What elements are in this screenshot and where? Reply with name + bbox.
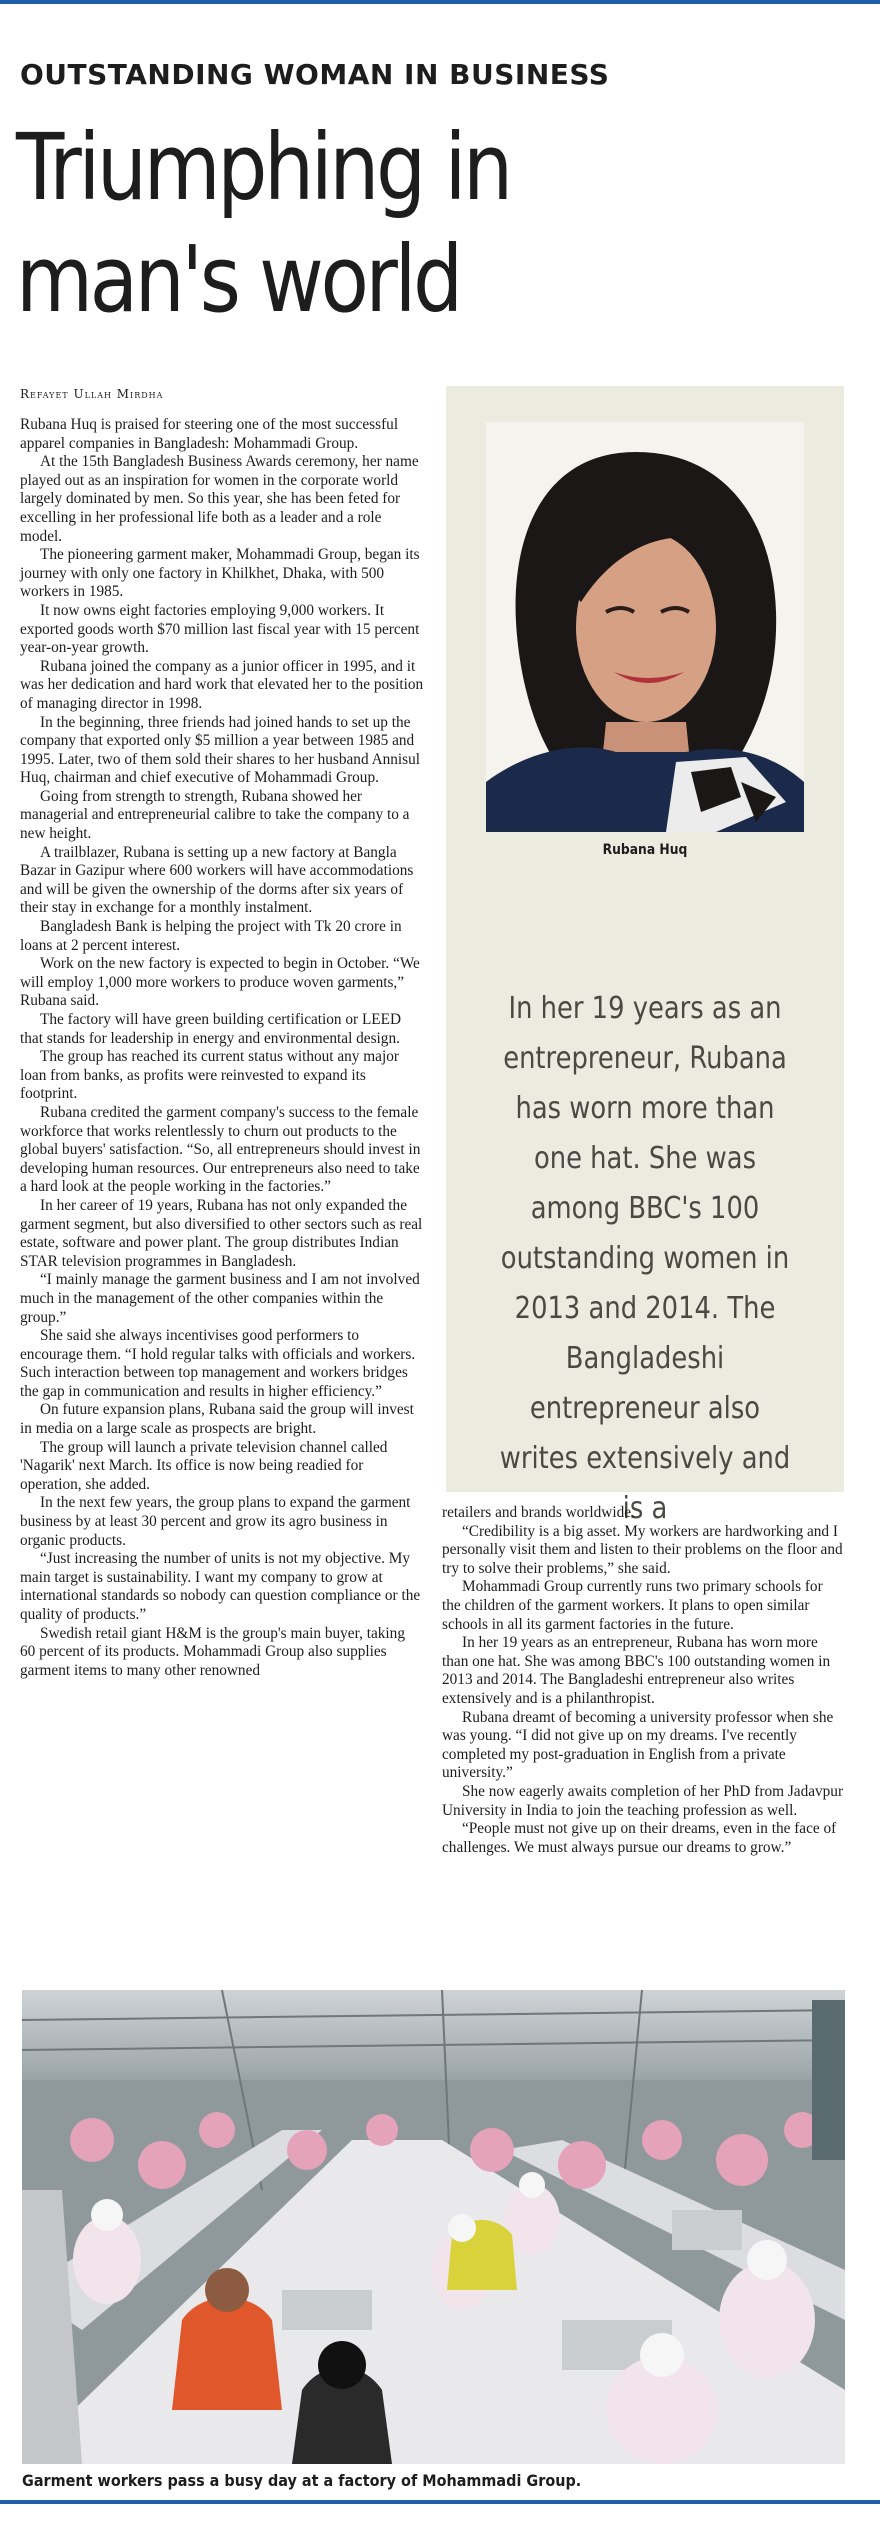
photo-caption: Garment workers pass a busy day at a factory of Mohammadi Group. [22,2471,582,2490]
factory-photo [22,1990,845,2464]
factory-illustration [22,1990,845,2464]
headline [16,112,510,336]
paragraph: Rubana joined the company as a junior officer in 1995, and it was her dedication and hard work that elevated her to the position of managing director in 1998. [20,657,424,712]
byline: Refayet Ullah Mirdha [20,387,164,401]
portrait-caption: Rubana Huq [602,842,688,858]
paragraph: Rubana Huq is praised for steering one of the most successful apparel companies in Bangladesh: Mohammadi Group. [20,416,399,452]
paragraph: “People must not give up on their dreams, even in the face of challenges. We must always pursue our dreams to grow.” [442,1820,837,1856]
article-column-1 [20,416,424,1680]
paragraph: “I mainly manage the garment business and I am not involved much in the management of the other companies within the group.” [20,1271,420,1326]
paragraph: In the next few years, the group plans to expand the garment business by at least 30 percent and grow its agro business in organic products. [20,1494,411,1549]
paragraph: She said she always incentivises good performers to encourage them. “I hold regular talks with officials and workers. Such interaction between top management and workers bridges the gap in communication and results in higher efficiency.” [20,1327,416,1400]
paragraph: In her 19 years as an entrepreneur, Rubana has worn more than one hat. She was among BBC's 100 outstanding women in 2013 and 2014. The Bangladeshi entrepreneur also writes extensively and is a philanthropist. [442,1634,831,1707]
paragraph: On future expansion plans, Rubana said the group will invest in media on a large scale as prospects are bright. [20,1401,414,1438]
paragraph: “Just increasing the number of units is not my objective. My main target is sustainability. I want my company to grow at international standards so nobody can question compliance or the quality of products.” [20,1550,421,1623]
pull-quote: In her 19 years as an entrepreneur, Rubana has worn more than one hat. She was among BBC's 100 outstanding women in 2013 and 2014. The Bangladeshi entrepreneur also writes extensively and is a [499,991,791,1526]
paragraph: “Credibility is a big asset. My workers are hardworking and I personally visit them and listen to their problems on the floor and try to solve their problems,” she said. [442,1522,843,1577]
paragraph: Swedish retail giant H&M is the group's main buyer, taking 60 percent of its products. Mohammadi Group also supplies garment items to many other renowned [20,1624,405,1679]
headline-line-1: Triumphing in [16,114,510,221]
paragraph: The pioneering garment maker, Mohammadi Group, began its journey with only one factory in Khilkhet, Dhaka, with 500 workers in 1985. [20,546,420,601]
paragraph: Work on the new factory is expected to begin in October. “We will employ 1,000 more workers to produce woven garments,” Rubana said. [20,955,420,1010]
paragraph: The group will launch a private television channel called 'Nagarik' next March. Its office is now being readied for operation, she added. [20,1438,388,1493]
section-label: OUTSTANDING WOMAN IN BUSINESS [20,58,610,91]
paragraph: A trailblazer, Rubana is setting up a new factory at Bangla Bazar in Gazipur where 600 workers will have accommodations and will be given the ownership of the dorms after six years of their stay in exchange for a monthly instalment. [20,843,414,917]
paragraph: The factory will have green building certification or LEED that stands for leadership in energy and environmental design. [20,1011,402,1047]
top-rule [0,0,880,4]
article-column-2 [442,1504,844,1857]
paragraph: Going from strength to strength, Rubana showed her managerial and entrepreneurial calibre to take the company to a new height. [20,787,410,843]
paragraph: Rubana dreamt of becoming a university professor when she was young. “I did not give up on my dreams. I've recently completed my post-graduation in English from a private university.” [442,1708,834,1782]
paragraph: Mohammadi Group currently runs two primary schools for the children of the garment workers. It plans to open similar schools in all its garment factories in the future. [442,1578,823,1633]
paragraph: It now owns eight factories employing 9,000 workers. It exported goods worth $70 million last fiscal year with 15 percent year-on-year growth. [20,601,420,657]
paragraph: She now eagerly awaits completion of her PhD from Jadavpur University in India to join the teaching profession as well. [442,1782,844,1819]
headline-line-2: man's world [16,226,460,333]
paragraph: retailers and brands worldwide. [442,1504,635,1521]
paragraph: Bangladesh Bank is helping the project with Tk 20 crore in loans at 2 percent interest. [20,918,402,954]
paragraph: In the beginning, three friends had joined hands to set up the company that exported only $5 million a year between 1985 and 1995. Later, two of them sold their shares to her husband Annisul Huq, chairman and chief executive of Mohammadi Group. [20,713,421,787]
portrait-illustration [486,422,804,832]
paragraph: In her career of 19 years, Rubana has not only expanded the garment segment, but also diversified to other sectors such as real estate, software and power plant. The group distributes Indian STAR television programmes in Bangladesh. [20,1196,423,1270]
paragraph: The group has reached its current status without any major loan from banks, as profits were reinvested to expand its footprint. [20,1048,399,1103]
portrait-photo [486,422,804,832]
paragraph: Rubana credited the garment company's success to the female workforce that works relentlessly to churn out products to the global buyers' satisfaction. “So, all entrepreneurs should invest in developing human resources. Our entrepreneurs also need to take a hard look at the people working in the factories.” [20,1103,421,1196]
paragraph: At the 15th Bangladesh Business Awards ceremony, her name played out as an inspiration for women in the corporate world largely dominated by men. So this year, she has been feted for excelling in her professional life both as a leader and a role model. [20,453,419,545]
bottom-rule [0,2500,880,2504]
